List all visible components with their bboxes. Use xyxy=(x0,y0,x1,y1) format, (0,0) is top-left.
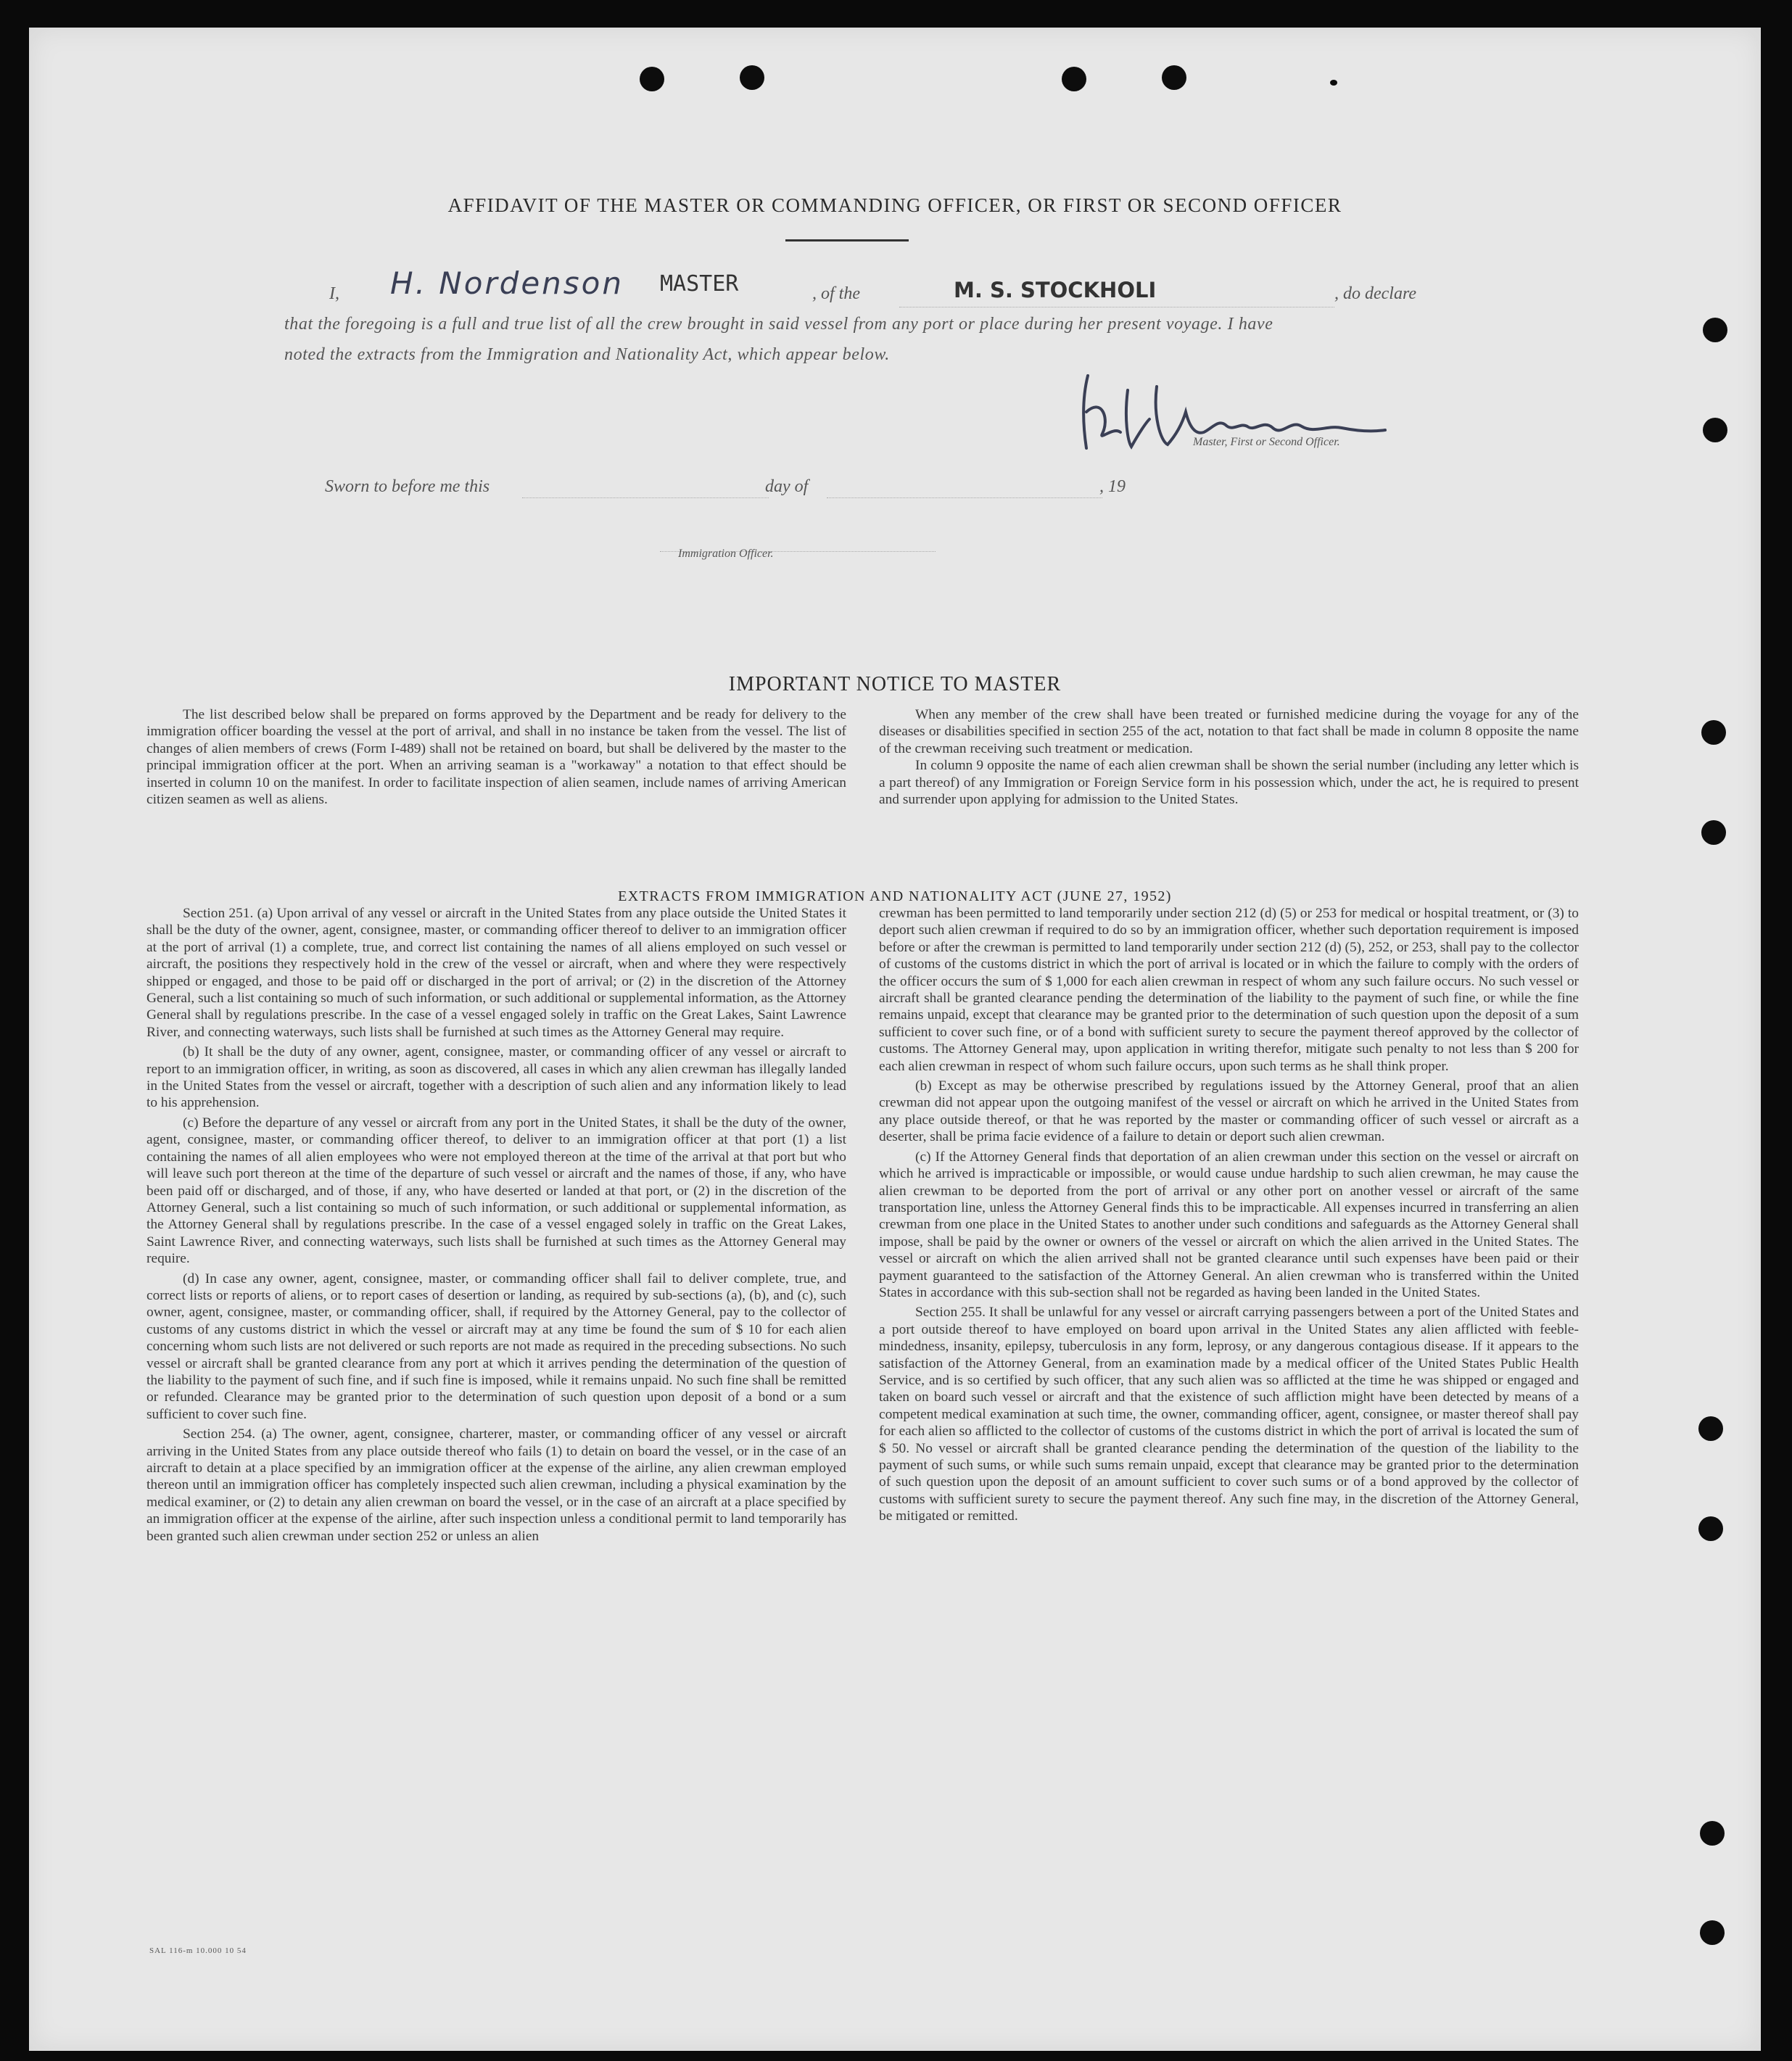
notice-right-column xyxy=(879,706,1579,808)
extract-paragraph: crewman has been permitted to land temporarily under section 212 (d) (5) or 253 for medical or hospital treatment, or (3) to deport such alien crewman if required to do so by an immigration officer, whether such deportation requirement is imposed before or after the crewman is permitted to land temporarily under section 212 (d) (5), 252, or 253, shall pay to the collector of customs of the customs district in which the port of arrival is located or in which the failure to comply with the orders of the officer occurs the sum of $ 1,000 for each alien crewman in respect of whom any such failure occurs. No such vessel or aircraft shall be granted clearance pending the determination of the liability to the payment of such fine, or while the fine remains unpaid, except that clearance may be granted prior to the determination of such question upon the deposit of a sum sufficient to cover such fine, or of a bond with sufficient surety to secure the payment thereof approved by the collector of customs. The Attorney General may, upon application in writing therefor, mitigate such penalty to not less than $ 200 for each alien crewman in respect of whom such failure occurs, upon such terms as he shall think proper. xyxy=(879,906,1579,1074)
extracts-left-column xyxy=(146,905,846,1545)
immigration-officer-label: Immigration Officer. xyxy=(678,548,774,560)
notice-title: IMPORTANT NOTICE TO MASTER xyxy=(728,673,1062,695)
extract-paragraph: (d) In case any owner, agent, consignee, master, or commanding officer shall fail to deliver complete, true, and correct lists or reports of aliens, or to report cases of desertion or landing, as required by sub-sections (a), (b), and (c), such owner, agent, consignee, master, or commanding officer, shall, if required by the Attorney General, pay to the collector of customs of any customs district in which the vessel or aircraft may at any time be found the sum of $ 10 for each alien concerning whom such lists are not delivered or such reports are not made as required in the preceding subsections. No such vessel or aircraft shall be granted clearance from any port at which it arrives pending the determination of the question of the liability to the payment of such fine, and if such fine is imposed, while it remains unpaid. No such fine shall be remitted or refunded. Clearance may be granted prior to the determination of such question upon deposit of a bond or a sum sufficient to cover such fine. xyxy=(146,1271,846,1422)
master-name-handwritten: H. Nordenson xyxy=(390,265,624,301)
notice-left-paragraph: The list described below shall be prepared on forms approved by the Department and be ready for delivery to the immigration officer boarding the vessel at the port of arrival, and shall in no instance be taken from the vessel. The list of changes of alien members of crews (Form I-489) shall not be retained on board, but shall be delivered by the master to the principal immigration officer at the port. When an arriving seaman is a "workaway" a notation to that effect should be inserted in column 10 on the manifest. In order to facilitate inspection of alien seamen, include names of arriving American citizen seamen as well as aliens. xyxy=(146,707,846,808)
notice-left-column xyxy=(146,706,846,808)
extract-paragraph: Section 255. It shall be unlawful for any vessel or aircraft carrying passengers between a port of the United States and a port outside thereof to have employed on board upon arrival in the United States any alien afflicted with feeble-mindedness, insanity, epilepsy, tuberculosis in any form, leprosy, or any dangerous contagious disease. If it appears to the satisfaction of the Attorney General, from an examination made by a medical officer of the United States Public Health Service, and is so certified by such officer, that any such alien was so afflicted at the time he was shipped or engaged and taken on board such vessel or aircraft and that the existence of such affliction might have been detected by means of a competent medical examination at such time, the owner, commanding officer, agent, consignee, or master thereof shall pay for each alien so afflicted to the collector of customs of the customs district in which the port of arrival is located the sum of $ 50. No vessel or aircraft shall be granted clearance pending the determination of the question of the liability to the payment of such sums, or while such sums remain unpaid, except that clearance may be granted prior to the determination of such question upon the deposit of an amount sufficient to cover such sums or of a bond approved by the collector of customs with sufficient surety to secure the payment thereof. Any such fine may, in the discretion of the Attorney General, be mitigated or remitted. xyxy=(879,1305,1579,1524)
form-code: SAL 116-m 10.000 10 54 xyxy=(149,1946,247,1955)
punch-hole xyxy=(1703,418,1727,442)
sworn-label: Sworn to before me this xyxy=(325,477,490,496)
declaration-line-2: that the foregoing is a full and true list of all the crew brought in said vessel from any port or place during her present voyage. I have xyxy=(284,315,1273,334)
punch-hole xyxy=(1701,720,1726,745)
of-the-label: , of the xyxy=(812,284,860,303)
punch-hole xyxy=(1062,67,1086,91)
day-of-label: day of xyxy=(765,477,809,496)
declaration-line-3: noted the extracts from the Immigration and Nationality Act, which appear below. xyxy=(284,345,890,364)
year-label: , 19 xyxy=(1099,477,1126,496)
affidavit-title: AFFIDAVIT OF THE MASTER OR COMMANDING OFFICER, OR FIRST OR SECOND OFFICER xyxy=(447,194,1342,216)
punch-hole xyxy=(640,67,664,91)
punch-hole xyxy=(1700,1821,1725,1846)
extracts-title: EXTRACTS FROM IMMIGRATION AND NATIONALITY ACT (JUNE 27, 1952) xyxy=(618,888,1172,904)
punch-hole xyxy=(1698,1516,1723,1541)
rank-typed: MASTER xyxy=(660,271,739,297)
extract-paragraph: (b) Except as may be otherwise prescribed by regulations issued by the Attorney General, proof that an alien crewman did not appear upon the outgoing manifest of the vessel or aircraft on which he arrived in the United States from any place outside thereof, or that he was reported by the master or commanding officer of such vessel or aircraft as a deserter, shall be prima facie evidence of a failure to detain or deport such alien crewman. xyxy=(879,1078,1579,1145)
punch-hole xyxy=(1698,1416,1723,1441)
punch-hole xyxy=(1330,80,1337,86)
document-page xyxy=(29,28,1761,2051)
extract-paragraph: (c) If the Attorney General finds that deportation of an alien crewman under this section on the vessel or aircraft on which he arrived is impracticable or impossible, or would cause undue hardship to such alien crewman, he may cause the alien crewman to be deported from the port of arrival or any other port on another vessel or aircraft of the same transportation line, unless the Attorney General finds this to be impracticable. All expenses incurred in transferring an alien crewman from one place in the United States to another under such conditions and safeguards as the Attorney General shall impose, shall be paid by the owner or owners of the vessel or aircraft on which the alien arrived in the United States. The vessel or aircraft on which the alien arrived shall not be granted clearance until such expenses have been paid or their payment guaranteed to the satisfaction of the Attorney General. An alien crewman who is transferred within the United States in accordance with this sub-section shall not be regarded as having been landed in the United States. xyxy=(879,1149,1579,1300)
punch-hole xyxy=(1703,318,1727,342)
extract-paragraph: (c) Before the departure of any vessel or aircraft from any port in the United States, it shall be the duty of the owner, agent, consignee, master, or commanding officer thereof, to deliver to an immigration officer at that port (1) a list containing the names of all alien employees who were not employed thereon at the time of the arrival at that port but who will leave such port thereon at the time of the departure of such vessel or aircraft and the names of those, if any, who have been paid off or discharged, and of those, if any, who have deserted or landed at that port, or (2) in the discretion of the Attorney General, such a list containing so much of such information, or such additional or supplemental information, as the Attorney General shall by regulations prescribe. In the case of a vessel engaged solely in traffic on the Great Lakes, Saint Lawrence River, and connecting waterways, such lists shall be furnished at such times as the Attorney General may require. xyxy=(146,1115,846,1267)
notice-right-paragraph-1: When any member of the crew shall have been treated or furnished medicine during the voyage for any of the diseases or disabilities specified in section 255 of the act, notation to that fact shall be made in column 8 opposite the name of the crewman receiving such treatment or medication. xyxy=(879,707,1579,756)
extract-paragraph: Section 254. (a) The owner, agent, consignee, charterer, master, or commanding officer of any vessel or aircraft arriving in the United States from any place outside thereof who fails (1) to detain on board the vessel, or in the case of an aircraft to detain at a place specified by an immigration officer at the expense of the airline, any alien crewman employed thereon until an immigration officer has completely inspected such alien crewman, including a physical examination by the medical examiner, or (2) to detain any alien crewman on board the vessel, or in the case of an aircraft at a place specified by an immigration officer at the expense of the airline, after such inspection unless a conditional permit to land temporarily has been granted such alien crewman under section 252 or unless an alien xyxy=(146,1426,846,1544)
extract-paragraph: (b) It shall be the duty of any owner, agent, consignee, master, or commanding officer of any vessel or aircraft to report to an immigration officer, in writing, as soon as discovered, all cases in which any alien crewman has illegally landed in the United States from the vessel or aircraft, together with a description of such alien and any information likely to lead to his apprehension. xyxy=(146,1044,846,1111)
punch-hole xyxy=(1700,1920,1725,1945)
notice-right-paragraph-2: In column 9 opposite the name of each alien crewman shall be shown the serial number (including any letter which is a part thereof) of any Immigration or Foreign Service form in his possession which, under the act, he is required to present and surrender upon applying for admission to the United States. xyxy=(879,758,1579,808)
punch-hole xyxy=(740,65,764,90)
extract-paragraph: Section 251. (a) Upon arrival of any vessel or aircraft in the United States from any place outside the United States it shall be the duty of the owner, agent, consignee, master, or commanding officer thereof to deliver to an immigration officer at the port of arrival (1) a complete, true, and correct list containing the names of all aliens employed on such vessel or aircraft, the positions they respectively hold in the crew of the vessel or aircraft, when and where they were respectively shipped or engaged, and those to be paid off or discharged in the port of arrival; or (2) in the discretion of the Attorney General, such a list containing so much of such information, or such additional or supplemental information, as the Attorney General shall by regulations prescribe. In the case of a vessel engaged solely in traffic on the Great Lakes, Saint Lawrence River, and connecting waterways, such lists shall be furnished at such times as the Attorney General may require. xyxy=(146,906,846,1040)
sworn-month-line xyxy=(827,497,1102,498)
sworn-day-line xyxy=(522,497,769,498)
extracts-right-column xyxy=(879,905,1579,1525)
punch-hole xyxy=(1162,65,1186,90)
do-declare-label: , do declare xyxy=(1334,284,1417,303)
declaration-i-label: I, xyxy=(329,284,339,303)
title-divider xyxy=(785,239,909,241)
vessel-name-typed: M. S. STOCKHOLI xyxy=(954,278,1157,302)
punch-hole xyxy=(1701,820,1726,845)
signature-caption: Master, First or Second Officer. xyxy=(1193,436,1340,448)
